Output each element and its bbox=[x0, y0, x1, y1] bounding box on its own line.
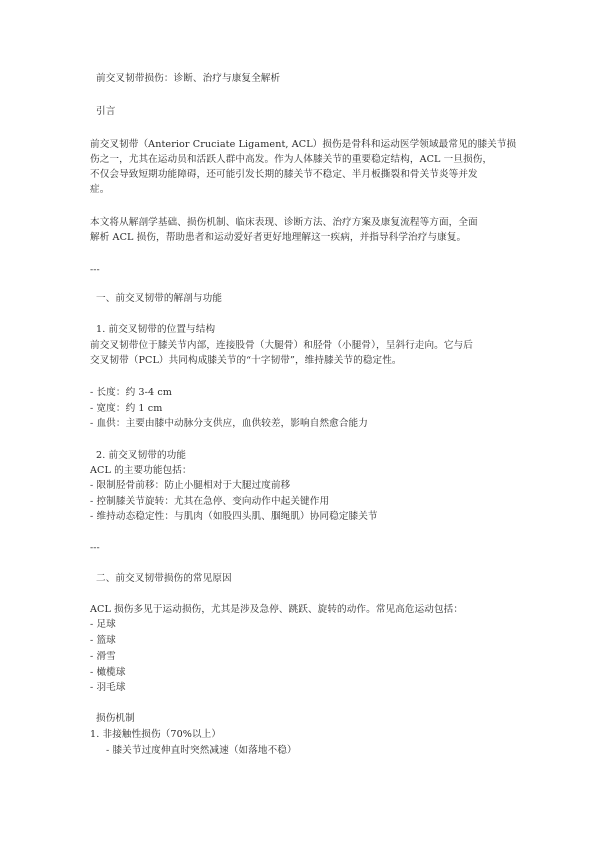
list-item: - 维持动态稳定性：与肌肉（如股四头肌、腘绳肌）协同稳定膝关节 bbox=[90, 511, 378, 522]
paragraph-line: 前交叉韧带（Anterior Cruciate Ligament, ACL）损伤是骨科和运动医学领域最常见的膝关节损 bbox=[90, 139, 517, 150]
subsection-1-1-heading: 1. 前交叉韧带的位置与结构 bbox=[96, 324, 216, 335]
section-2-heading: 二、前交叉韧带损伤的常见原因 bbox=[96, 573, 232, 584]
intro-heading: 引言 bbox=[96, 106, 116, 117]
paragraph-line: 本文将从解剖学基础、损伤机制、临床表现、诊断方法、治疗方案及康复流程等方面，全面 bbox=[90, 217, 478, 228]
paragraph-line: 伤之一，尤其在运动员和活跃人群中高发。作为人体膝关节的重要稳定结构，ACL 一旦损伤， bbox=[90, 154, 493, 165]
subsection-1-2-heading: 2. 前交叉韧带的功能 bbox=[96, 450, 187, 461]
list-item: - 血供：主要由膝中动脉分支供应，血供较差，影响自然愈合能力 bbox=[90, 418, 368, 429]
list-item: - 限制胫骨前移：防止小腿相对于大腿过度前移 bbox=[90, 480, 291, 491]
paragraph-line: 解析 ACL 损伤，帮助患者和运动爱好者更好地理解这一疾病，并指导科学治疗与康复。 bbox=[90, 232, 467, 243]
divider: --- bbox=[90, 265, 100, 275]
section-1-heading: 一、前交叉韧带的解剖与功能 bbox=[96, 293, 223, 304]
mechanism-heading: 损伤机制 bbox=[96, 713, 135, 724]
list-item: - 膝关节过度伸直时突然减速（如落地不稳） bbox=[106, 745, 297, 756]
list-item: - 长度：约 3-4 cm bbox=[90, 387, 172, 398]
list-item: - 滑雪 bbox=[90, 651, 116, 662]
doc-title: 前交叉韧带损伤：诊断、治疗与康复全解析 bbox=[96, 73, 281, 84]
list-item: - 羽毛球 bbox=[90, 682, 126, 693]
paragraph-line: ACL 的主要功能包括： bbox=[90, 465, 192, 476]
paragraph-line: ACL 损伤多见于运动损伤，尤其是涉及急停、跳跃、旋转的动作。常见高危运动包括： bbox=[90, 604, 464, 615]
paragraph-line: 不仅会导致短期功能障碍，还可能引发长期的膝关节不稳定、半月板撕裂和骨关节炎等并发 bbox=[90, 169, 478, 180]
list-item: - 橄榄球 bbox=[90, 667, 126, 678]
numbered-item: 1. 非接触性损伤（70%以上） bbox=[90, 729, 222, 740]
divider: --- bbox=[90, 543, 100, 553]
list-item: - 足球 bbox=[90, 619, 116, 630]
list-item: - 控制膝关节旋转：尤其在急停、变向动作中起关键作用 bbox=[90, 496, 330, 507]
list-item: - 宽度：约 1 cm bbox=[90, 403, 163, 414]
paragraph-line: 前交叉韧带位于膝关节内部，连接股骨（大腿骨）和胫骨（小腿骨），呈斜行走向。它与后 bbox=[90, 340, 473, 351]
list-item: - 篮球 bbox=[90, 635, 116, 646]
paragraph-line: 症。 bbox=[90, 184, 110, 195]
paragraph-line: 交叉韧带（PCL）共同构成膝关节的“十字韧带”，维持膝关节的稳定性。 bbox=[90, 355, 402, 366]
